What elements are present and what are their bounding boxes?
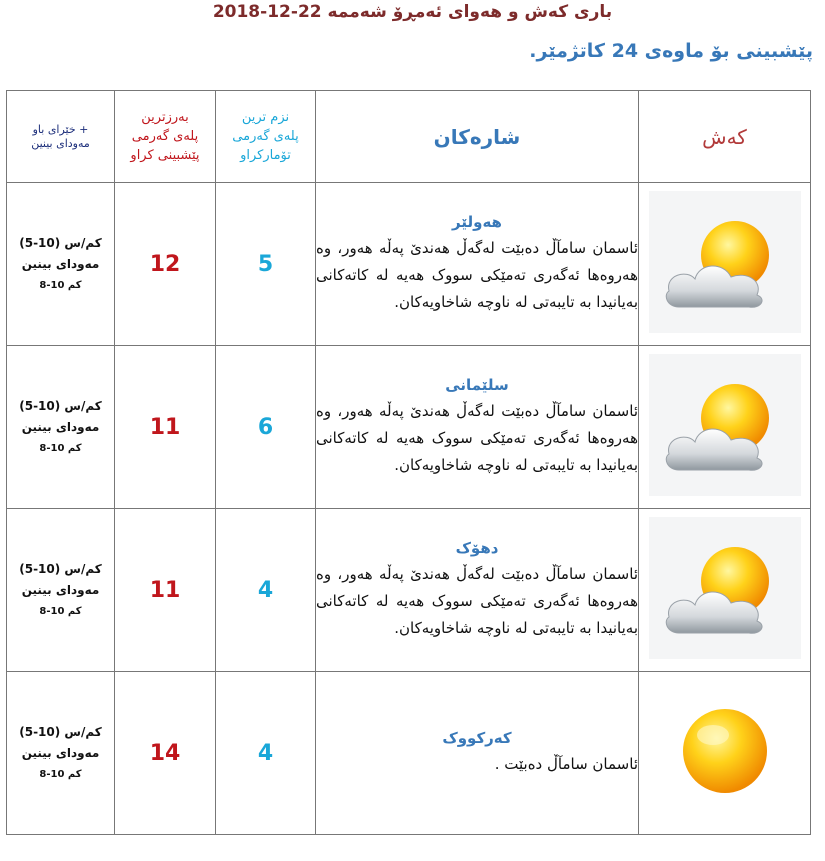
min-temp-header: نزم ترین پلەی گەرمی تۆمارکراو: [216, 91, 316, 183]
weather-icon-cell: [639, 183, 811, 346]
city-name: دهۆک: [455, 538, 499, 557]
weather-icon-cell: [639, 672, 811, 835]
max-temp-cell: 12: [115, 183, 216, 346]
table-row: [7, 672, 811, 835]
sunny-icon: [645, 677, 805, 825]
min-temp-cell: 4: [216, 672, 316, 835]
weather-description: ئاسمان سامآڵ دەبێت لەگەڵ هەندێ پەڵە هەور، وە هەروەها ئەگەری تەمێکی سووک هەیە لە کاتەکانی بەیانیدا بە تایبەتی لە ناوچە شاخاویەکان.: [316, 564, 638, 637]
table-row: [7, 346, 811, 509]
table-row: [7, 509, 811, 672]
wind-cell: (5-10) کم/س مەودای بینین 8-10 کم: [7, 672, 115, 835]
wind-cell: (5-10) کم/س مەودای بینین 8-10 کم: [7, 346, 115, 509]
city-cell: [316, 183, 639, 346]
header-row: [7, 91, 811, 183]
weather-description: ئاسمان سامآڵ دەبێت .: [494, 754, 638, 773]
page-title: باری کەش و هەوای ئەمڕۆ شەممە 22-12-2018: [212, 2, 613, 22]
max-temp-cell: 11: [115, 509, 216, 672]
city-name: کەرکووک: [442, 728, 512, 747]
city-name: سلێمانی: [445, 375, 509, 394]
max-temp-cell: 14: [115, 672, 216, 835]
max-temp-cell: 11: [115, 346, 216, 509]
city-cell: [316, 672, 639, 835]
partly-cloudy-icon: [649, 517, 801, 659]
min-temp-cell: 4: [216, 509, 316, 672]
partly-cloudy-icon: [649, 191, 801, 333]
table-row: [7, 183, 811, 346]
city-cell: [316, 509, 639, 672]
forecast-table: [6, 90, 811, 835]
wind-cell: (5-10) کم/س مەودای بینین 8-10 کم: [7, 509, 115, 672]
weather-header: کەش: [639, 91, 811, 183]
partly-cloudy-icon: [649, 354, 801, 496]
min-temp-cell: 6: [216, 346, 316, 509]
city-name: هەولێر: [452, 212, 502, 231]
weather-icon-cell: [639, 509, 811, 672]
max-temp-header: بەرزترین پلەی گەرمی پێشبینی کراو: [115, 91, 216, 183]
wind-cell: (5-10) کم/س مەودای بینین 8-10 کم: [7, 183, 115, 346]
weather-icon-cell: [639, 346, 811, 509]
wind-visibility-header: خێرای باو + مەودای بینین: [7, 91, 115, 183]
weather-description: ئاسمان سامآڵ دەبێت لەگەڵ هەندێ پەڵە هەور، وە هەروەها ئەگەری تەمێکی سووک هەیە لە کاتەکانی بەیانیدا بە تایبەتی لە ناوچە شاخاویەکان.: [316, 401, 638, 474]
cities-header: شارەکان: [316, 91, 639, 183]
min-temp-cell: 5: [216, 183, 316, 346]
city-cell: [316, 346, 639, 509]
weather-description: ئاسمان سامآڵ دەبێت لەگەڵ هەندێ پەڵە هەور، وە هەروەها ئەگەری تەمێکی سووک هەیە لە کاتەکانی بەیانیدا بە تایبەتی لە ناوچە شاخاویەکان.: [316, 238, 638, 311]
forecast-subtitle: پێشبینی بۆ ماوەی 24 کاتژمێر.: [529, 40, 813, 62]
